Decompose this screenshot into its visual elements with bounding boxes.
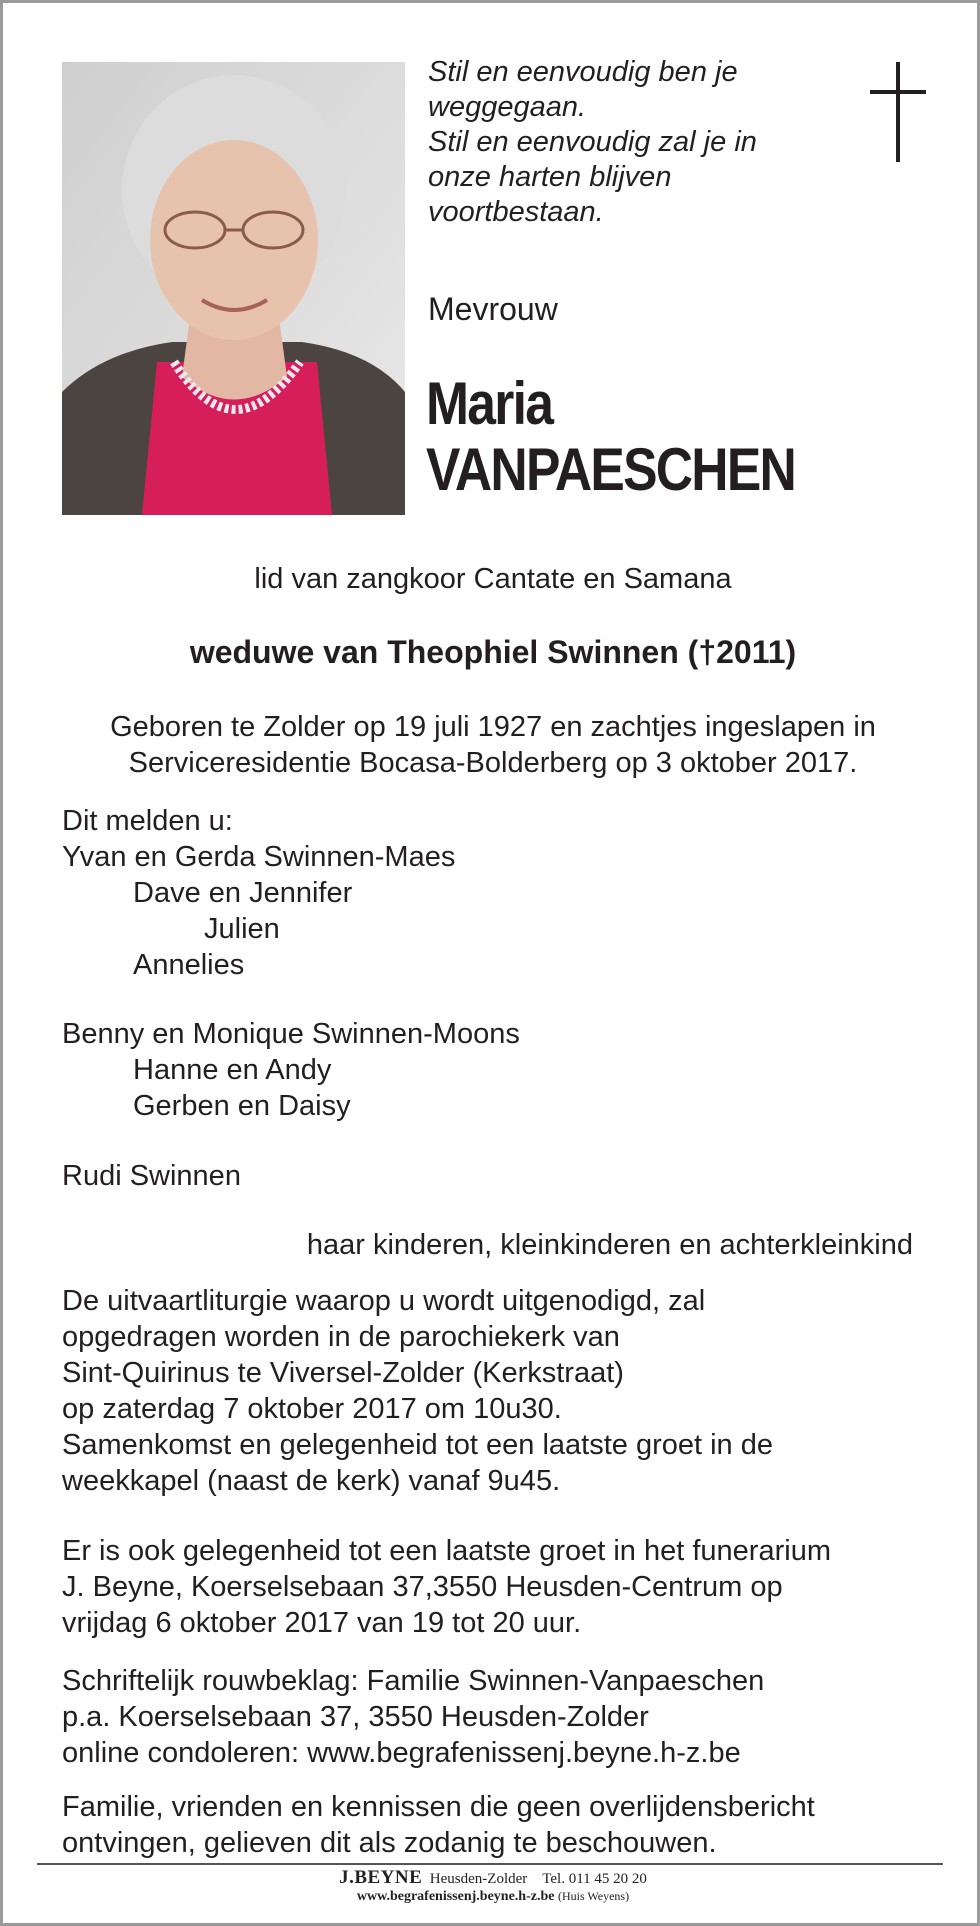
announcers <box>62 803 455 983</box>
family-head: Yvan en Gerda Swinnen-Maes <box>62 841 456 873</box>
membership-line: lid van zangkoor Cantate en Samana <box>254 563 732 595</box>
condolences-line: Schriftelijk rouwbeklag: Familie Swinnen-Vanpaeschen <box>62 1665 765 1697</box>
footer-brand: J.BEYNE <box>339 1867 423 1888</box>
funeral-home-text <box>62 1533 831 1641</box>
first-name: Maria <box>426 370 553 437</box>
poem-line: Stil en eenvoudig zal je in <box>428 126 757 158</box>
poem-line: Stil en eenvoudig ben je <box>428 56 738 88</box>
poem-line: weggegaan. <box>428 91 587 123</box>
family-member: Hanne en Andy <box>133 1054 332 1086</box>
closing-line: Familie, vrienden en kennissen die geen overlijdensbericht <box>62 1791 815 1823</box>
birth-death-text <box>3 709 980 781</box>
poem-line: onze harten blijven <box>428 161 672 193</box>
announcers-intro: Dit melden u: <box>62 805 233 837</box>
relation-line: haar kinderen, kleinkinderen en achterkleinkind <box>306 1229 913 1261</box>
last-name: VANPAESCHEN <box>426 436 796 503</box>
birth-death-line: Geboren te Zolder op 19 juli 1927 en zachtjes ingeslapen in <box>110 711 876 743</box>
footer-divider <box>37 1863 943 1865</box>
portrait-photo <box>62 62 405 515</box>
cross-icon <box>870 62 926 162</box>
condolences-text <box>62 1663 764 1771</box>
liturgy-line: De uitvaartliturgie waarop u wordt uitgenodigd, zal <box>62 1285 706 1317</box>
footer-house: (Huis Weyens) <box>557 1889 630 1903</box>
title-prefix: Mevrouw <box>428 291 558 327</box>
family-member: Annelies <box>133 949 245 981</box>
deceased-name <box>426 371 795 503</box>
family-member: Dave en Jennifer <box>133 877 353 909</box>
birth-death-line: Serviceresidentie Bocasa-Bolderberg op 3 oktober 2017. <box>128 747 858 779</box>
funeral-home-line: J. Beyne, Koerselsebaan 37,3550 Heusden-Centrum op <box>62 1571 783 1603</box>
footer-website: www.begrafenissenj.beyne.h-z.be <box>356 1889 555 1904</box>
poem <box>428 55 858 230</box>
liturgy-line: weekkapel (naast de kerk) vanaf 9u45. <box>62 1465 561 1497</box>
liturgy-line: Sint-Quirinus te Viversel-Zolder (Kerkstraat) <box>62 1357 624 1389</box>
liturgy-line: Samenkomst en gelegenheid tot een laatste groet in de <box>62 1429 773 1461</box>
closing-line: ontvingen, gelieven dit als zodanig te beschouwen. <box>62 1827 717 1859</box>
footer <box>3 1869 980 1905</box>
family-head: Rudi Swinnen <box>62 1160 241 1192</box>
liturgy-text <box>62 1283 773 1499</box>
funeral-home-line: vrijdag 6 oktober 2017 van 19 tot 20 uur. <box>62 1607 582 1639</box>
poem-line: voortbestaan. <box>428 196 604 228</box>
liturgy-line: opgedragen worden in de parochiekerk van <box>62 1321 620 1353</box>
footer-phone: Tel. 011 45 20 20 <box>542 1871 647 1887</box>
condolences-line: online condoleren: www.begrafenissenj.beyne.h-z.be <box>62 1737 741 1769</box>
liturgy-line: op zaterdag 7 oktober 2017 om 10u30. <box>62 1393 562 1425</box>
family-member: Julien <box>204 913 280 945</box>
closing-text <box>62 1789 815 1861</box>
widow-line: weduwe van Theophiel Swinnen (†2011) <box>189 634 797 670</box>
funeral-home-line: Er is ook gelegenheid tot een laatste groet in het funerarium <box>62 1535 831 1567</box>
family-group <box>62 1016 520 1124</box>
family-head: Benny en Monique Swinnen-Moons <box>62 1018 520 1050</box>
condolences-line: p.a. Koerselsebaan 37, 3550 Heusden-Zolder <box>62 1701 649 1733</box>
family-member: Gerben en Daisy <box>133 1090 351 1122</box>
footer-location: Heusden-Zolder <box>429 1871 528 1887</box>
